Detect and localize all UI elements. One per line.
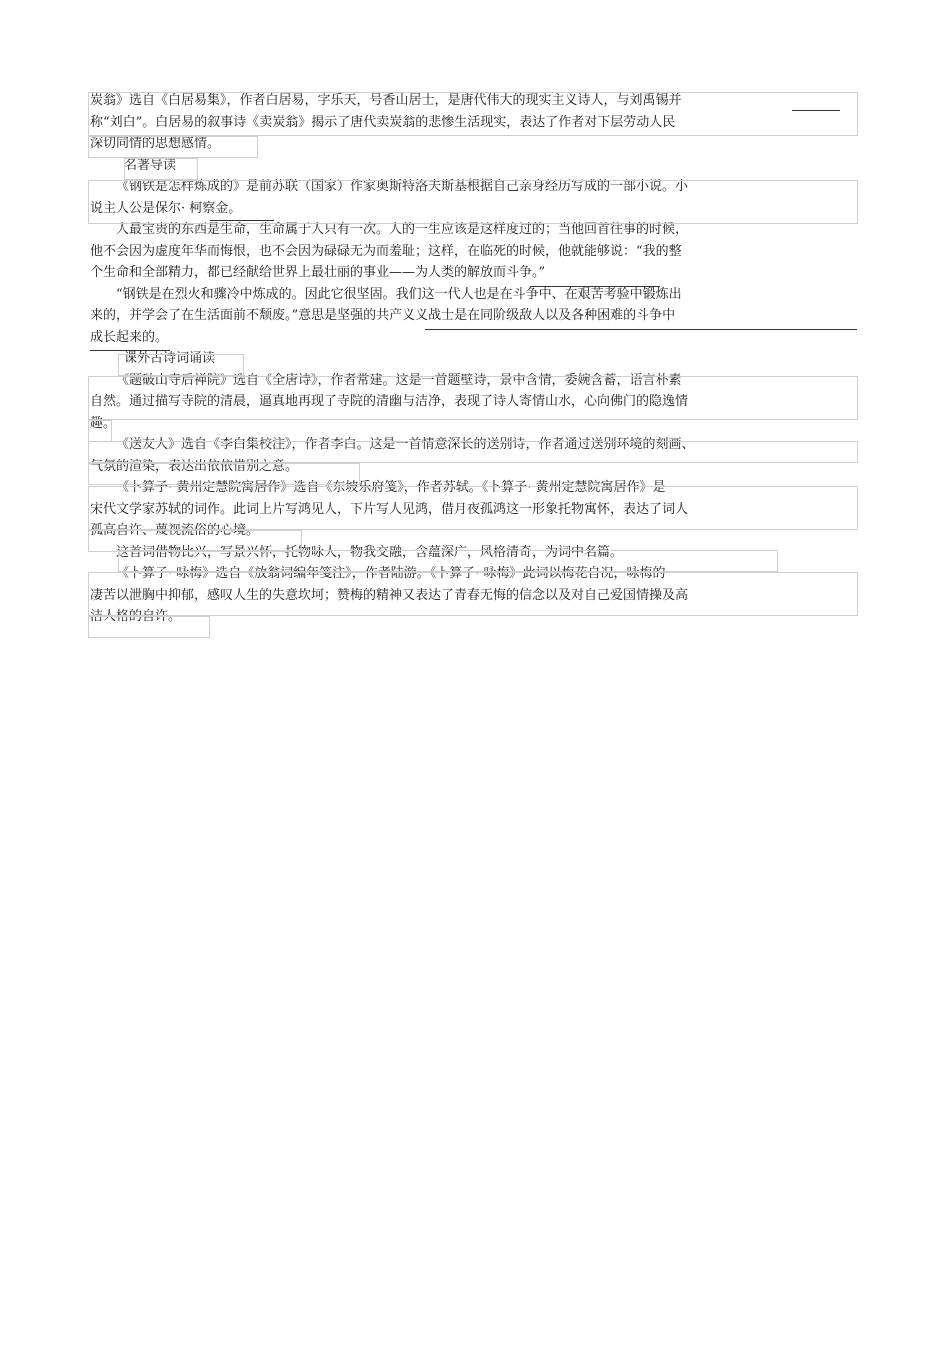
paragraph-line: 《钢铁是怎样炼成的》是前苏联（国家）作家奥斯特洛夫斯基根据自己亲身经历写成的一部小说。小: [116, 179, 689, 194]
section-tiposhansi: [90, 348, 860, 434]
paragraph-line: 炭翁》选自《白居易集》，作者白居易，字乐天，号香山居士，是唐代伟大的现实主义诗人，与刘禹锡并: [90, 93, 682, 108]
paragraph-line: 自然。通过描写寺院的清晨，逼真地再现了寺院的清幽与洁净，表现了诗人寄情山水，心向佛门的隐逸情: [90, 394, 689, 409]
paragraph-line: 孤高自许、蔑视流俗的心境。: [90, 523, 260, 538]
section-busuanzi-comment: [90, 542, 860, 564]
paragraph-line: 称“刘白”。白居易的叙事诗《卖炭翁》揭示了唐代卖炭翁的悲惨生活现实，表达了作者对下层劳动人民: [90, 114, 676, 130]
paragraph-line: 这首词借物比兴，写景兴怀，托物咏人，物我交融，含蕴深广，风格清奇，为词中名篇。: [116, 544, 624, 560]
section-busuanzi-huangzhou: [90, 477, 860, 542]
document-body: [90, 90, 860, 628]
paragraph-line: 人最宝贵的东西是生命，生命属于人只有一次。人的一生应该是这样度过的；当他回首往事的时候，: [116, 222, 689, 237]
section-busuanzi-yongmei: [90, 563, 860, 628]
paragraph-line: 《卜算子· 咏梅》选自《放翁词编年笺注》，作者陆游。《卜算子· 咏梅》此词以梅花自况，咏梅的: [116, 566, 666, 581]
section-quote1: [90, 219, 860, 284]
paragraph-line: 趣。: [90, 415, 117, 431]
paragraph-line: 气氛的渲染，表达出依依惜别之意。: [90, 458, 299, 474]
paragraph-line: 来的，并学会了在生活面前不颓废。”意思是坚强的共产义义战士是在同阶级敌人以及各种困难的斗争中: [90, 308, 676, 323]
paragraph-line: 《送友人》选自《李白集校注》，作者李白。这是一首情意深长的送别诗，作者通过送别环境的刻画、: [116, 437, 695, 452]
paragraph-line: “钢铁是在烈火和骤冷中炼成的。因此它很坚固。我们这一代人也是在斗争中、在艰苦考验中锻炼出: [116, 286, 682, 302]
annotation-rule: [90, 350, 170, 351]
annotation-rule: [792, 110, 840, 111]
paragraph-line: 《题破山寺后禅院》选自《全唐诗》，作者常建。这是一首题壁诗，景中含情，委婉含蓄，语言朴素: [116, 372, 682, 388]
paragraph-line: 成长起来的。: [90, 329, 169, 345]
paragraph-line: 他不会因为虚度年华而悔恨，也不会因为碌碌无为而羞耻；这样，在临死的时候，他就能够说：“我的整: [90, 243, 682, 259]
section-maitanweng: [90, 90, 860, 155]
section-heading: 课外古诗词诵读: [124, 351, 216, 366]
paragraph-line: 个生命和全部精力，都已经献给世界上最壮丽的事业——为人类的解放而斗争。”: [90, 265, 546, 280]
paragraph-line: 宋代文学家苏轼的词作。此词上片写鸿见人，下片写人见鸿，借月夜孤鸿这一形象托物寓怀，表达了词人: [90, 501, 689, 517]
paragraph-line: 凄苦以泄胸中抑郁，感叹人生的失意坎坷；赞梅的精神又表达了青春无悔的信念以及对自己爱国情操及高: [90, 587, 689, 603]
paragraph-line: 说主人公是保尔· 柯察金。: [90, 200, 242, 216]
paragraph-line: 《卜算子· 黄州定慧院寓居作》选自《东坡乐府笺》，作者苏轼。《卜算子· 黄州定慧院寓居作》是: [116, 480, 666, 495]
section-heading: 名著导读: [124, 157, 177, 173]
paragraph-line: 洁人格的自许。: [90, 609, 182, 624]
paragraph-line: 深切同情的思想感情。: [90, 136, 221, 151]
annotation-rule: [425, 329, 857, 330]
section-songyouren: [90, 434, 860, 477]
section-quote2: [90, 284, 860, 349]
section-mingzhu: [90, 155, 860, 220]
annotation-rule: [210, 220, 274, 221]
annotation-rule: [530, 286, 660, 287]
